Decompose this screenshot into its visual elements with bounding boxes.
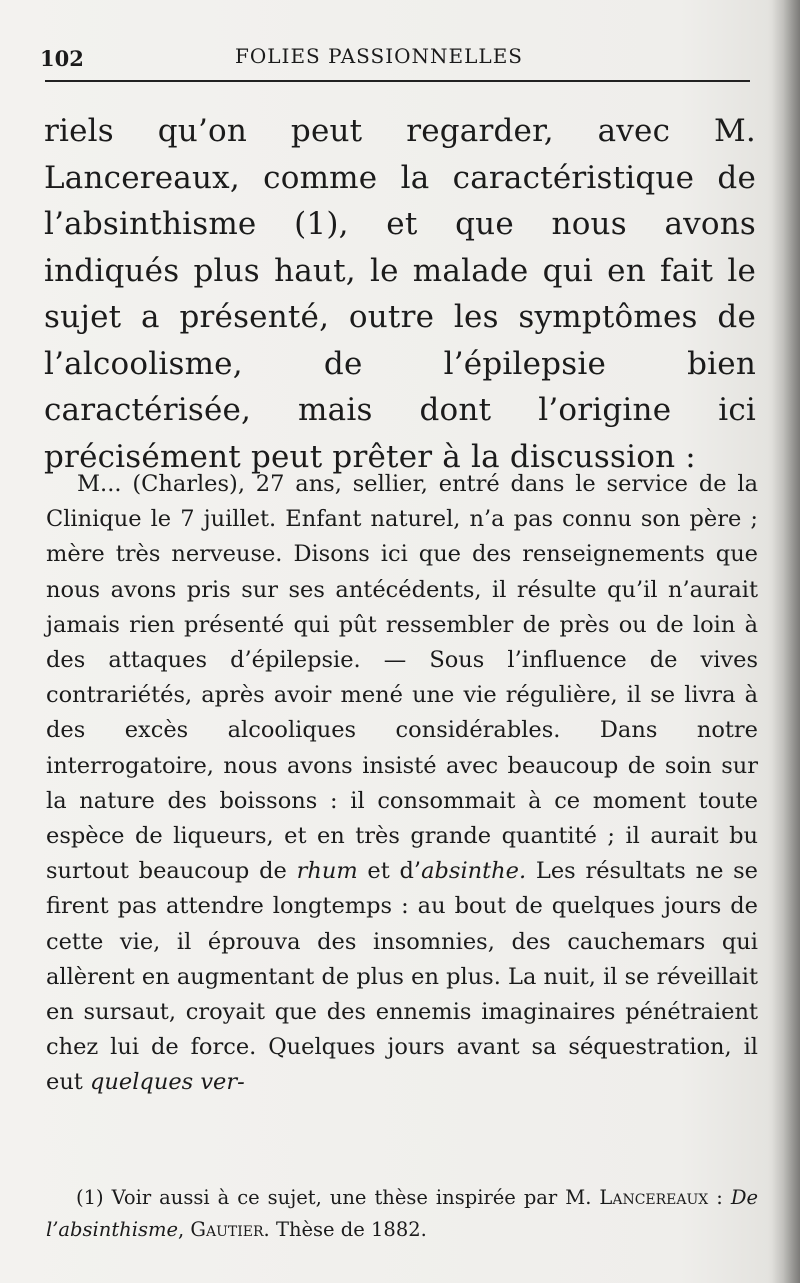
footnote-text-2: : bbox=[708, 1186, 731, 1209]
footnote-title: De l’absinthisme bbox=[46, 1186, 759, 1241]
case-text-3: Les résultats ne se firent pas attendre longtemps : au bout de quelques jours de cette vie, il éprouva des insomnies, des cauchemars qui allèrent en augmentant de plus en plus. La nuit, il se réveillait en sursaut, croyait que des ennemis imaginaires pénétraient chez lui de force. Quelques jours avant sa séquestration, il eut bbox=[46, 858, 759, 1096]
footnote-text-1: (1) Voir aussi à ce sujet, une thèse inspirée par M. bbox=[76, 1186, 600, 1209]
running-title: FOLIES PASSIONNELLES bbox=[235, 44, 523, 68]
page-number: 102 bbox=[40, 46, 84, 71]
case-italic-ver: quelques ver- bbox=[90, 1069, 245, 1096]
page-header bbox=[40, 40, 750, 76]
case-text-1: M... (Charles), 27 ans, sellier, entré dans le service de la Clinique le 7 juillet. Enfant naturel, n’a pas connu son père ; mère très nerveuse. Disons ici que des renseignements que nous avons pris sur ses antécédents, il résulte qu’il n’aurait jamais rien présenté qui pût ressembler de près ou de loin à des attaques d’épilepsie. — Sous l’influence de vives contrariétés, après avoir mené une vie régulière, il se livra à des excès alcooliques considérables. Dans notre interrogatoire, nous avons insisté avec beaucoup de soin sur la nature des boissons : il consommait à ce moment toute espèce de liqueurs, et en très grande quantité ; il aurait bu surtout beaucoup de bbox=[46, 471, 758, 885]
footnote-text-3: , bbox=[178, 1218, 191, 1241]
footnote-publisher: Gautier bbox=[190, 1218, 264, 1241]
header-rule bbox=[45, 80, 750, 82]
intro-paragraph: riels qu’on peut regarder, avec M. Lancereaux, comme la caractéristique de l’absinthisme (1), et que nous avons indiqués plus haut, le malade qui en fait le sujet a présenté, outre les symptômes de l’alcoolisme, de l’épilepsie bien caractérisée, mais dont l’origine ici précisément peut prêter à la discussion : bbox=[44, 113, 756, 475]
case-italic-rhum: rhum bbox=[296, 858, 358, 885]
case-italic-absinthe: absinthe. bbox=[421, 858, 527, 885]
footnote-text-4: . Thèse de 1882. bbox=[263, 1218, 427, 1241]
page-edge-shadow bbox=[772, 0, 800, 1283]
case-text-2: et d’ bbox=[357, 858, 422, 885]
case-paragraph bbox=[46, 467, 758, 1101]
footnote bbox=[46, 1182, 758, 1246]
footnote-author: Lancereaux bbox=[599, 1186, 709, 1209]
